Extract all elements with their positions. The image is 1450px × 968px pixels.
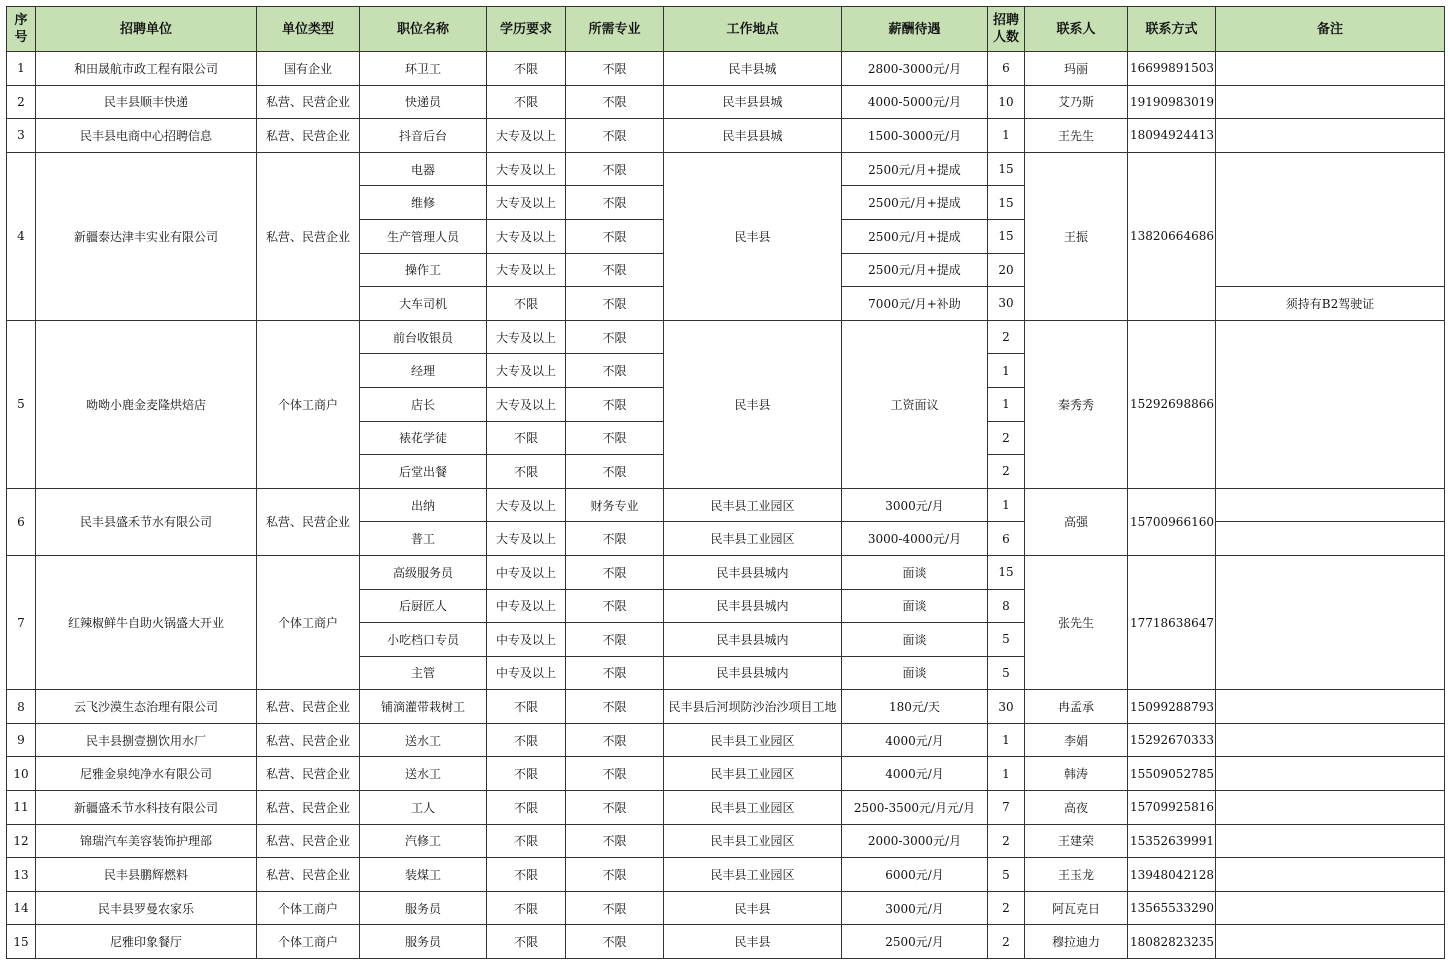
cell-no: 4 [7,152,36,320]
cell-education: 中专及以上 [487,623,566,657]
cell-no: 9 [7,723,36,757]
header-company: 招聘单位 [36,7,257,52]
cell-salary: 4000元/月 [842,723,988,757]
cell-location: 民丰县工业园区 [664,488,842,522]
cell-company: 民丰县捌壹捌饮用水厂 [36,723,257,757]
cell-note [1216,555,1445,689]
cell-education: 不限 [487,287,566,321]
cell-phone: 17718638647 [1128,555,1216,689]
cell-position: 电器 [360,152,487,186]
cell-phone: 15509052785 [1128,757,1216,791]
cell-note [1216,858,1445,892]
cell-location: 民丰县工业园区 [664,723,842,757]
cell-location: 民丰县工业园区 [664,522,842,556]
cell-position: 铺滴灌带栽树工 [360,690,487,724]
cell-count: 7 [988,791,1025,825]
cell-position: 装煤工 [360,858,487,892]
cell-position: 高级服务员 [360,555,487,589]
cell-phone: 15292670333 [1128,723,1216,757]
cell-salary: 7000元/月+补助 [842,287,988,321]
cell-count: 1 [988,723,1025,757]
cell-note [1216,152,1445,286]
cell-salary: 面谈 [842,623,988,657]
cell-count: 2 [988,421,1025,455]
cell-phone: 18094924413 [1128,119,1216,153]
cell-note [1216,522,1445,556]
cell-company: 民丰县盛禾节水有限公司 [36,488,257,555]
cell-type: 私营、民营企业 [257,119,360,153]
cell-major: 不限 [566,186,664,220]
cell-no: 5 [7,320,36,488]
cell-contact: 王玉龙 [1025,858,1128,892]
cell-count: 5 [988,656,1025,690]
cell-note [1216,690,1445,724]
cell-position: 店长 [360,387,487,421]
cell-major: 不限 [566,522,664,556]
cell-education: 不限 [487,757,566,791]
cell-major: 不限 [566,455,664,489]
cell-type: 私营、民营企业 [257,757,360,791]
cell-location: 民丰县 [664,320,842,488]
cell-salary: 2000-3000元/月 [842,824,988,858]
cell-location: 民丰县工业园区 [664,791,842,825]
cell-company: 新疆泰达津丰实业有限公司 [36,152,257,320]
cell-education: 大专及以上 [487,253,566,287]
cell-major: 不限 [566,320,664,354]
cell-major: 不限 [566,555,664,589]
cell-major: 不限 [566,858,664,892]
cell-phone: 15700966160 [1128,488,1216,555]
cell-education: 大专及以上 [487,152,566,186]
table-row [7,891,1445,925]
cell-salary: 面谈 [842,656,988,690]
cell-count: 2 [988,320,1025,354]
cell-count: 20 [988,253,1025,287]
table-row [7,791,1445,825]
header-position: 职位名称 [360,7,487,52]
cell-count: 1 [988,119,1025,153]
cell-phone: 16699891503 [1128,52,1216,86]
cell-education: 大专及以上 [487,119,566,153]
cell-location: 民丰县县城内 [664,555,842,589]
cell-count: 6 [988,522,1025,556]
cell-phone: 15352639991 [1128,824,1216,858]
cell-salary: 6000元/月 [842,858,988,892]
cell-contact: 王振 [1025,152,1128,320]
table-row [7,925,1445,959]
cell-major: 不限 [566,589,664,623]
cell-count: 15 [988,555,1025,589]
cell-no: 8 [7,690,36,724]
cell-contact: 张先生 [1025,555,1128,689]
cell-salary: 2800-3000元/月 [842,52,988,86]
table-row [7,152,1445,186]
cell-type: 私营、民营企业 [257,824,360,858]
cell-note [1216,824,1445,858]
header-education: 学历要求 [487,7,566,52]
cell-education: 不限 [487,421,566,455]
cell-salary: 2500元/月+提成 [842,219,988,253]
cell-salary: 2500元/月+提成 [842,152,988,186]
cell-company: 尼雅金泉纯净水有限公司 [36,757,257,791]
cell-education: 不限 [487,455,566,489]
cell-education: 不限 [487,85,566,119]
cell-education: 大专及以上 [487,387,566,421]
cell-location: 民丰县 [664,152,842,320]
table-row [7,85,1445,119]
cell-type: 私营、民营企业 [257,791,360,825]
cell-contact: 穆拉迪力 [1025,925,1128,959]
cell-major: 不限 [566,656,664,690]
cell-position: 出纳 [360,488,487,522]
recruitment-table [6,6,1445,959]
cell-contact: 王先生 [1025,119,1128,153]
cell-note [1216,52,1445,86]
cell-major: 不限 [566,690,664,724]
cell-salary: 3000元/月 [842,891,988,925]
cell-major: 不限 [566,354,664,388]
cell-position: 环卫工 [360,52,487,86]
cell-major: 不限 [566,421,664,455]
table-row [7,119,1445,153]
header-type: 单位类型 [257,7,360,52]
cell-count: 30 [988,690,1025,724]
cell-phone: 13820664686 [1128,152,1216,320]
cell-type: 个体工商户 [257,891,360,925]
cell-salary: 2500元/月 [842,925,988,959]
cell-position: 后堂出餐 [360,455,487,489]
cell-count: 1 [988,387,1025,421]
cell-salary: 4000-5000元/月 [842,85,988,119]
cell-type: 个体工商户 [257,320,360,488]
cell-education: 中专及以上 [487,589,566,623]
table-row [7,555,1445,589]
header-no: 序号 [7,7,36,52]
cell-major: 不限 [566,219,664,253]
cell-education: 不限 [487,824,566,858]
cell-no: 1 [7,52,36,86]
cell-count: 2 [988,455,1025,489]
cell-contact: 高强 [1025,488,1128,555]
cell-type: 个体工商户 [257,555,360,689]
header-location: 工作地点 [664,7,842,52]
header-count: 招聘人数 [988,7,1025,52]
cell-contact: 李娟 [1025,723,1128,757]
cell-no: 13 [7,858,36,892]
cell-education: 中专及以上 [487,555,566,589]
cell-phone: 18082823235 [1128,925,1216,959]
cell-education: 不限 [487,858,566,892]
cell-contact: 王建荣 [1025,824,1128,858]
cell-education: 大专及以上 [487,488,566,522]
cell-position: 服务员 [360,891,487,925]
cell-salary: 面谈 [842,555,988,589]
cell-contact: 艾乃斯 [1025,85,1128,119]
cell-education: 大专及以上 [487,186,566,220]
cell-education: 不限 [487,52,566,86]
cell-company: 云飞沙漠生态治理有限公司 [36,690,257,724]
cell-major: 不限 [566,623,664,657]
cell-no: 15 [7,925,36,959]
cell-education: 不限 [487,690,566,724]
cell-note: 须持有B2驾驶证 [1216,287,1445,321]
cell-position: 送水工 [360,757,487,791]
cell-position: 小吃档口专员 [360,623,487,657]
cell-note [1216,320,1445,488]
cell-education: 大专及以上 [487,320,566,354]
cell-education: 不限 [487,791,566,825]
header-row [7,7,1445,52]
table-row [7,320,1445,354]
cell-type: 私营、民营企业 [257,152,360,320]
cell-type: 私营、民营企业 [257,723,360,757]
cell-salary: 4000元/月 [842,757,988,791]
cell-location: 民丰县城 [664,52,842,86]
cell-contact: 秦秀秀 [1025,320,1128,488]
cell-company: 红辣椒鲜牛自助火锅盛大开业 [36,555,257,689]
cell-salary: 3000元/月 [842,488,988,522]
cell-position: 工人 [360,791,487,825]
cell-phone: 15099288793 [1128,690,1216,724]
table-row [7,52,1445,86]
cell-position: 前台收银员 [360,320,487,354]
cell-position: 主管 [360,656,487,690]
cell-count: 2 [988,891,1025,925]
cell-location: 民丰县工业园区 [664,824,842,858]
cell-salary: 工资面议 [842,320,988,488]
cell-company: 新疆盛禾节水科技有限公司 [36,791,257,825]
cell-count: 10 [988,85,1025,119]
cell-major: 不限 [566,757,664,791]
cell-salary: 180元/天 [842,690,988,724]
cell-note [1216,488,1445,522]
cell-phone: 15292698866 [1128,320,1216,488]
cell-contact: 冉孟承 [1025,690,1128,724]
cell-no: 12 [7,824,36,858]
cell-no: 2 [7,85,36,119]
cell-position: 操作工 [360,253,487,287]
table-row [7,690,1445,724]
cell-count: 5 [988,623,1025,657]
cell-count: 8 [988,589,1025,623]
cell-contact: 阿瓦克日 [1025,891,1128,925]
cell-count: 5 [988,858,1025,892]
header-phone: 联系方式 [1128,7,1216,52]
cell-note [1216,723,1445,757]
cell-major: 不限 [566,791,664,825]
cell-note [1216,791,1445,825]
cell-phone: 13948042128 [1128,858,1216,892]
header-major: 所需专业 [566,7,664,52]
cell-education: 不限 [487,925,566,959]
cell-salary: 3000-4000元/月 [842,522,988,556]
cell-position: 生产管理人员 [360,219,487,253]
cell-company: 锦瑞汽车美容装饰护理部 [36,824,257,858]
cell-type: 私营、民营企业 [257,85,360,119]
cell-position: 抖音后台 [360,119,487,153]
cell-company: 尼雅印象餐厅 [36,925,257,959]
cell-count: 2 [988,925,1025,959]
cell-phone: 19190983019 [1128,85,1216,119]
cell-position: 后厨匠人 [360,589,487,623]
cell-note [1216,757,1445,791]
cell-note [1216,891,1445,925]
cell-type: 私营、民营企业 [257,488,360,555]
cell-position: 维修 [360,186,487,220]
cell-location: 民丰县工业园区 [664,858,842,892]
table-row [7,723,1445,757]
cell-contact: 高夜 [1025,791,1128,825]
cell-phone: 15709925816 [1128,791,1216,825]
cell-company: 民丰县电商中心招聘信息 [36,119,257,153]
cell-count: 15 [988,219,1025,253]
table-row [7,858,1445,892]
cell-note [1216,85,1445,119]
cell-position: 送水工 [360,723,487,757]
cell-education: 大专及以上 [487,522,566,556]
cell-location: 民丰县 [664,891,842,925]
cell-major: 不限 [566,824,664,858]
cell-contact: 玛丽 [1025,52,1128,86]
cell-no: 10 [7,757,36,791]
cell-salary: 面谈 [842,589,988,623]
cell-company: 民丰县鹏辉燃料 [36,858,257,892]
header-salary: 薪酬待遇 [842,7,988,52]
cell-location: 民丰县县城内 [664,589,842,623]
cell-location: 民丰县县城内 [664,656,842,690]
cell-count: 15 [988,152,1025,186]
cell-major: 不限 [566,52,664,86]
cell-type: 国有企业 [257,52,360,86]
table-row [7,757,1445,791]
cell-location: 民丰县 [664,925,842,959]
cell-no: 11 [7,791,36,825]
cell-position: 服务员 [360,925,487,959]
cell-note [1216,925,1445,959]
header-note: 备注 [1216,7,1445,52]
cell-major: 不限 [566,387,664,421]
cell-education: 不限 [487,723,566,757]
cell-location: 民丰县工业园区 [664,757,842,791]
cell-location: 民丰县县城内 [664,623,842,657]
cell-major: 不限 [566,85,664,119]
cell-note [1216,119,1445,153]
cell-count: 30 [988,287,1025,321]
cell-position: 经理 [360,354,487,388]
cell-education: 不限 [487,891,566,925]
cell-salary: 2500元/月+提成 [842,253,988,287]
cell-location: 民丰县县城 [664,119,842,153]
cell-major: 不限 [566,723,664,757]
cell-major: 不限 [566,253,664,287]
cell-salary: 1500-3000元/月 [842,119,988,153]
cell-phone: 13565533290 [1128,891,1216,925]
cell-type: 私营、民营企业 [257,858,360,892]
cell-position: 汽修工 [360,824,487,858]
cell-major: 不限 [566,287,664,321]
cell-education: 大专及以上 [487,219,566,253]
cell-count: 6 [988,52,1025,86]
cell-location: 民丰县后河坝防沙治沙项目工地 [664,690,842,724]
cell-salary: 2500元/月+提成 [842,186,988,220]
cell-company: 民丰县顺丰快递 [36,85,257,119]
cell-count: 15 [988,186,1025,220]
cell-type: 私营、民营企业 [257,690,360,724]
cell-no: 3 [7,119,36,153]
cell-major: 财务专业 [566,488,664,522]
header-contact: 联系人 [1025,7,1128,52]
cell-no: 7 [7,555,36,689]
cell-company: 民丰县罗曼农家乐 [36,891,257,925]
cell-contact: 韩涛 [1025,757,1128,791]
cell-major: 不限 [566,891,664,925]
cell-count: 2 [988,824,1025,858]
cell-major: 不限 [566,119,664,153]
cell-count: 1 [988,757,1025,791]
cell-company: 和田晟航市政工程有限公司 [36,52,257,86]
cell-type: 个体工商户 [257,925,360,959]
cell-position: 裱花学徒 [360,421,487,455]
cell-count: 1 [988,488,1025,522]
cell-position: 普工 [360,522,487,556]
cell-count: 1 [988,354,1025,388]
cell-position: 快递员 [360,85,487,119]
cell-position: 大车司机 [360,287,487,321]
cell-no: 14 [7,891,36,925]
cell-location: 民丰县县城 [664,85,842,119]
cell-salary: 2500-3500元/月元/月 [842,791,988,825]
cell-major: 不限 [566,152,664,186]
cell-major: 不限 [566,925,664,959]
table-row [7,824,1445,858]
cell-education: 大专及以上 [487,354,566,388]
cell-company: 呦呦小鹿金麦隆烘焙店 [36,320,257,488]
cell-education: 中专及以上 [487,656,566,690]
cell-no: 6 [7,488,36,555]
table-row [7,488,1445,522]
